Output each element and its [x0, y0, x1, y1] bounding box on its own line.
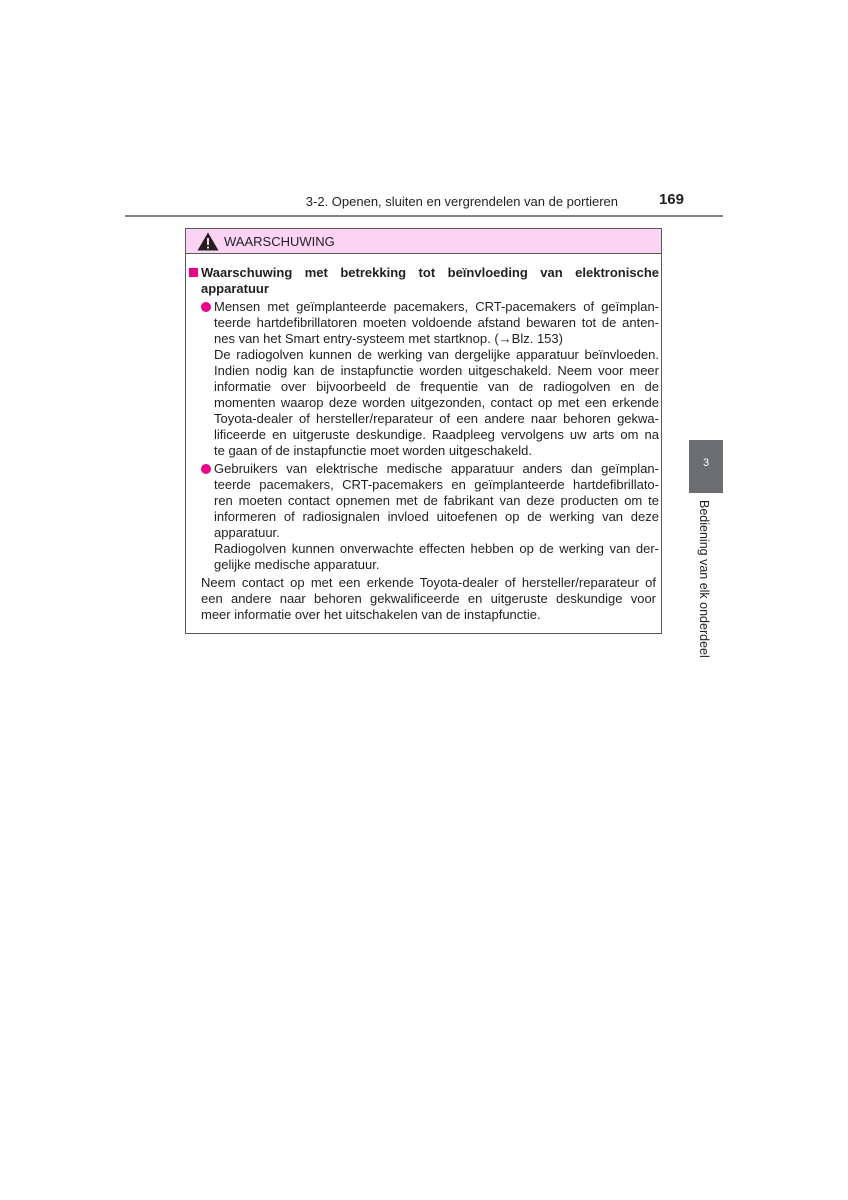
text-line: nes van het Smart entry-systeem met startknop. (→Blz. 153) [214, 331, 563, 346]
text-line: meer informatie over het uitschakelen van de instapfunctie. [201, 607, 541, 622]
text-line: ren moeten contact opnemen met de fabrikant van deze producten om te [214, 493, 659, 508]
closing-paragraph [201, 575, 656, 623]
heading-line: apparatuur [201, 281, 269, 296]
warning-triangle-icon [197, 232, 219, 251]
text-line: te gaan of de instapfunctie moet worden uitgeschakeld. [214, 443, 532, 458]
text-line: Gebruikers van elektrische medische apparatuur anders dan geïmplan- [201, 461, 659, 477]
text-line: een andere naar behoren gekwalificeerde en uitgeruste deskundige voor [201, 591, 656, 606]
chapter-tab [689, 440, 723, 493]
chapter-number: 3 [702, 457, 710, 469]
warning-header [186, 229, 661, 254]
bullet-item-pacemakers [201, 299, 659, 459]
chapter-label: Bediening van elk onderdeel [697, 500, 711, 658]
text-line: Neem contact op met een erkende Toyota-dealer of hersteller/reparateur of [201, 575, 656, 590]
text-line: gelijke medische apparatuur. [214, 557, 380, 572]
text-line: Toyota-dealer of hersteller/reparateur of een andere naar behoren gekwa- [214, 411, 659, 426]
text-line: teerde hartdefibrillatoren moeten voldoende afstand bewaren tot de anten- [214, 315, 659, 330]
square-bullet-icon [189, 268, 198, 277]
text-line: momenten waarop deze worden uitgezonden, contact op met een erkende [214, 395, 659, 410]
warning-box [185, 228, 662, 634]
text-line: De radiogolven kunnen de werking van dergelijke apparatuur beïnvloeden. [214, 347, 659, 362]
text-line: Mensen met geïmplanteerde pacemakers, CRT-pacemakers of geïmplan- [201, 299, 659, 315]
text-line: informatie over bijvoorbeeld de frequentie van de radiogolven en de [214, 379, 659, 394]
text-line: informeren of radiosignalen invloed uitoefenen op de werking van deze [214, 509, 659, 524]
page-number: 169 [658, 191, 684, 208]
circle-bullet-icon [201, 302, 211, 312]
text-line: Indien nodig kan de instapfunctie worden uitgeschakeld. Neem voor meer [214, 363, 659, 378]
text-line: teerde pacemakers, CRT-pacemakers en geïmplanteerde hartdefibrillato- [214, 477, 659, 492]
text-line: apparatuur. [214, 525, 280, 540]
warning-label: WAARSCHUWING [224, 234, 335, 249]
heading-line: Waarschuwing met betrekking tot beïnvloeding van elektronische [189, 265, 659, 281]
header-rule [125, 215, 723, 217]
bullet-item-medical-devices [201, 461, 659, 573]
circle-bullet-icon [201, 464, 211, 474]
text-line: lificeerde en uitgeruste deskundige. Raadpleeg vervolgens uw arts om na [214, 427, 659, 442]
text-line: Radiogolven kunnen onverwachte effecten hebben op de werking van der- [214, 541, 659, 556]
warning-heading [189, 265, 659, 297]
section-title: 3-2. Openen, sluiten en vergrendelen van de portieren [305, 194, 618, 209]
